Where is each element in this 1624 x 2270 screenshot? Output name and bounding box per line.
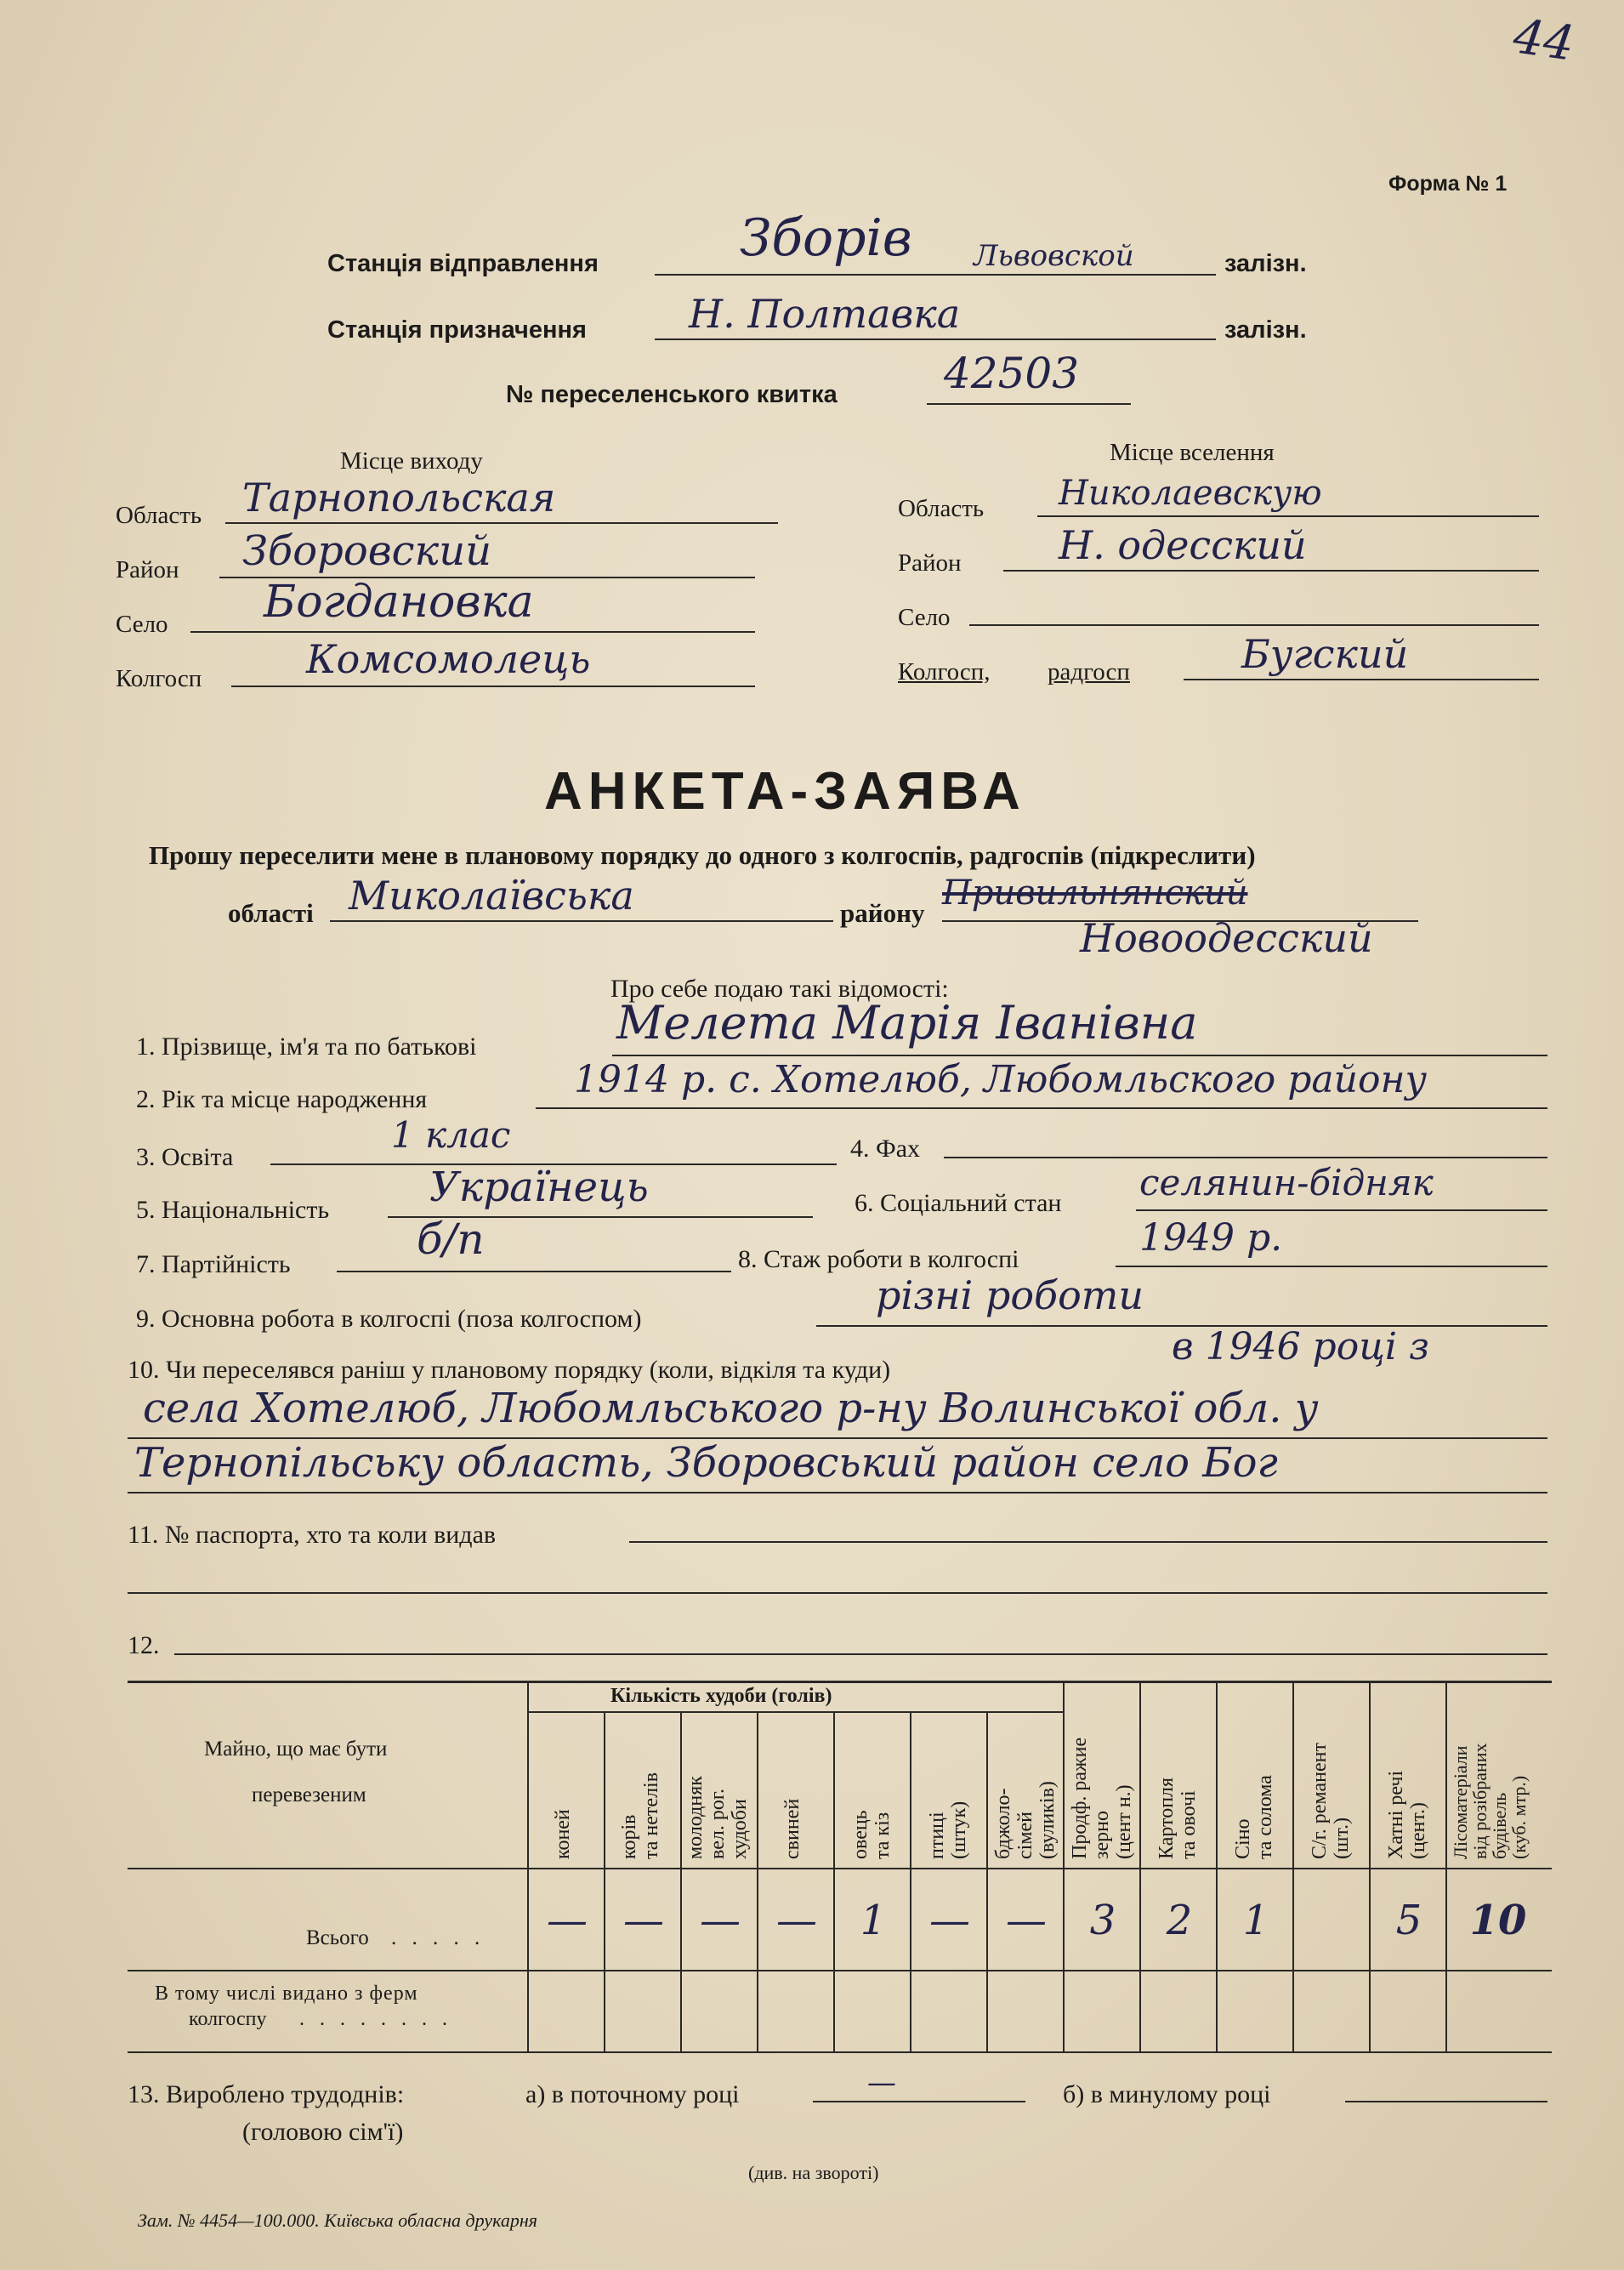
field-2-label: 2. Рік та місце народження <box>136 1085 428 1113</box>
field-11-line-2 <box>128 1592 1547 1594</box>
origin-oblast-label: Область <box>116 502 202 529</box>
total-cell-8: 3 <box>1089 1897 1116 1944</box>
see-reverse-note: (див. на звороті) <box>748 2162 879 2183</box>
field-7-line <box>337 1271 731 1272</box>
total-cell-9: 2 <box>1166 1897 1193 1944</box>
last-year-line <box>1345 2101 1547 2102</box>
table-top-border <box>128 1681 1552 1683</box>
field-4-label: 4. Фах <box>850 1135 921 1163</box>
destination-kolhosp-value: Бугский <box>1241 631 1409 677</box>
field-3-label: 3. Освіта <box>136 1143 234 1171</box>
field-10-value-2: села Хотелюб, Любомльського р-ну Волинської обл. у <box>143 1385 1319 1432</box>
destination-oblast-value: Николаевскую <box>1059 474 1322 513</box>
col-border-0 <box>527 1681 529 2051</box>
destination-raion-label: Район <box>898 549 962 577</box>
field-2-value: 1914 р. с. Хотелюб, Любомльского району <box>574 1058 1427 1101</box>
current-year-line <box>813 2101 1025 2102</box>
total-cell-5: 1 <box>860 1897 887 1944</box>
last-year-label: б) в минулому році <box>1063 2080 1271 2108</box>
field-7-label: 7. Партійність <box>136 1250 291 1278</box>
station-departure-railway: Львовской <box>974 239 1134 273</box>
destination-raion-value: Н. одесский <box>1059 522 1307 568</box>
col-border-3 <box>757 1711 758 2051</box>
total-cell-7: — <box>1006 1897 1047 1944</box>
total-cell-3: — <box>700 1897 741 1944</box>
station-departure-line <box>655 274 1216 276</box>
field-5-label: 5. Національність <box>136 1196 330 1224</box>
col-header-8: Продф. ражие зерно (цент н.) <box>1069 1737 1135 1859</box>
origin-selo-label: Село <box>116 611 168 638</box>
col-border-5 <box>910 1711 911 2051</box>
table-total-bottom <box>128 1970 1552 1971</box>
col-header-1: коней <box>552 1809 574 1859</box>
livestock-header-line <box>527 1711 1063 1713</box>
col-border-2 <box>680 1711 682 2051</box>
col-border-6 <box>986 1711 988 2051</box>
total-cell-4: — <box>776 1897 817 1944</box>
total-cell-6: — <box>929 1897 970 1944</box>
table-header-bottom <box>128 1868 1552 1869</box>
request-raion-value: Новоодесский <box>1080 915 1373 961</box>
field-13-sub: (головою сім'ї) <box>242 2118 404 2146</box>
current-year-label: а) в поточному році <box>525 2080 740 2108</box>
col-border-7 <box>1063 1681 1065 2051</box>
field-10-line-3 <box>128 1492 1547 1493</box>
field-10-value-1: в 1946 році з <box>1172 1325 1429 1368</box>
field-7-value: б/п <box>417 1215 485 1264</box>
request-oblast-label: області <box>228 898 314 928</box>
field-12-label: 12. <box>128 1631 160 1659</box>
field-10-label: 10. Чи переселявся раніш у плановому порядку (коли, відкіля та куди) <box>128 1356 891 1384</box>
total-cell-12: 5 <box>1395 1897 1422 1944</box>
field-9-value: різні роботи <box>876 1272 1144 1318</box>
destination-title: Місце вселення <box>1110 439 1275 466</box>
field-8-line <box>1116 1266 1547 1267</box>
origin-oblast-line <box>225 522 778 524</box>
farm-row-dots: . . . . . . . . <box>299 2008 452 2030</box>
station-arrival-label: Станція призначення <box>327 316 587 344</box>
col-header-11: С/г. реманент (шт.) <box>1309 1743 1353 1859</box>
field-1-label: 1. Прізвище, ім'я та по батькові <box>136 1033 477 1061</box>
railway-suffix-2: залізн. <box>1224 316 1307 344</box>
railway-suffix-1: залізн. <box>1224 250 1307 277</box>
archive-corner-mark: 44 <box>1509 9 1578 72</box>
station-arrival-value: Н. Полтавка <box>689 291 961 337</box>
property-header-line-2: перевезеним <box>252 1784 366 1806</box>
col-header-13: Лісоматеріали від розібраних будівель (куб. мтр.) <box>1450 1743 1530 1859</box>
col-border-10 <box>1292 1681 1294 2051</box>
ticket-label: № переселенського квитка <box>506 381 838 408</box>
col-header-12: Хатні речі (цент.) <box>1385 1770 1429 1859</box>
destination-raion-line <box>1003 570 1539 572</box>
request-line: Прошу переселити мене в плановому порядку до одного з колгоспів, радгоспів (підкреслити) <box>149 840 1256 870</box>
col-header-7: бджоло- сімей (вуликів) <box>992 1781 1059 1859</box>
field-4-line <box>944 1157 1547 1158</box>
origin-title: Місце виходу <box>340 447 483 475</box>
property-header-line-1: Майно, що має бути <box>204 1738 388 1761</box>
field-10-value-3: Тернопільську область, Зборовський район село Бог <box>134 1439 1278 1487</box>
field-5-value: Українець <box>429 1163 649 1211</box>
destination-kolhosp-line <box>1184 679 1539 680</box>
current-year-value: — <box>867 2066 896 2100</box>
ticket-line <box>927 403 1131 405</box>
request-oblast-line <box>330 920 833 922</box>
destination-radhosp-label: радгосп <box>1048 658 1130 686</box>
total-cell-10: 1 <box>1242 1897 1269 1944</box>
total-cell-2: — <box>623 1897 664 1944</box>
col-header-4: свиней <box>781 1798 803 1859</box>
print-info: Зам. № 4454—100.000. Київська обласна друкарня <box>138 2210 537 2231</box>
field-8-label: 8. Стаж роботи в колгоспі <box>738 1245 1019 1273</box>
col-header-6: птиці (штук) <box>926 1801 970 1859</box>
total-row-dots: . . . . . <box>391 1926 485 1949</box>
origin-kolhosp-label: Колгосп <box>116 665 202 692</box>
total-row-label: Всього <box>306 1926 369 1949</box>
destination-oblast-line <box>1037 515 1539 517</box>
field-3-value: 1 клас <box>391 1114 511 1156</box>
total-cell-1: — <box>547 1897 588 1944</box>
field-11-label: 11. № паспорта, хто та коли видав <box>128 1521 497 1549</box>
origin-kolhosp-line <box>231 686 755 687</box>
request-oblast-value: Миколаївська <box>349 873 634 919</box>
ticket-value: 42503 <box>944 349 1080 398</box>
document-title: АНКЕТА-ЗАЯВА <box>544 762 1026 821</box>
col-header-9: Картопля та овочі <box>1156 1777 1200 1859</box>
col-border-11 <box>1369 1681 1371 2051</box>
destination-selo-label: Село <box>898 604 951 631</box>
field-6-value: селянин-бідняк <box>1139 1162 1434 1203</box>
col-header-2: корів та нетелів <box>618 1772 662 1859</box>
col-header-3: молодняк вел. рог. худоби <box>684 1776 751 1859</box>
field-2-line <box>536 1107 1547 1109</box>
station-departure-value: Зборів <box>740 208 912 268</box>
about-heading: Про себе подаю такі відомості: <box>610 975 949 1003</box>
col-border-9 <box>1216 1681 1218 2051</box>
col-border-8 <box>1139 1681 1141 2051</box>
field-8-value: 1949 р. <box>1139 1216 1283 1260</box>
destination-selo-line <box>969 624 1539 626</box>
origin-selo-line <box>190 631 755 633</box>
total-cell-13: 10 <box>1469 1897 1527 1944</box>
farm-row-label-1: В тому числі видано з ферм <box>155 1983 418 2005</box>
col-border-1 <box>604 1711 605 2051</box>
field-12-line <box>174 1653 1547 1655</box>
origin-selo-value: Богдановка <box>264 577 534 628</box>
destination-oblast-label: Область <box>898 495 985 522</box>
request-raion-struck-value: Привильнянский <box>942 873 1248 913</box>
table-bottom-border <box>128 2051 1552 2053</box>
field-6-label: 6. Соціальний стан <box>855 1189 1062 1217</box>
origin-raion-label: Район <box>116 556 179 583</box>
field-6-line <box>1136 1209 1547 1211</box>
field-13-label: 13. Вироблено трудоднів: <box>128 2080 405 2108</box>
field-9-label: 9. Основна робота в колгоспі (поза колгоспом) <box>136 1305 642 1333</box>
col-border-12 <box>1445 1681 1447 2051</box>
col-border-4 <box>833 1711 835 2051</box>
farm-row-label-2: колгоспу <box>189 2008 267 2030</box>
destination-kolhosp-label: Колгосп, <box>898 658 991 686</box>
field-1-line <box>612 1055 1547 1056</box>
station-departure-label: Станція відправлення <box>327 250 599 277</box>
request-raion-label: району <box>840 898 925 928</box>
col-header-5: овець та кіз <box>849 1810 894 1859</box>
form-number-label: Форма № 1 <box>1388 172 1508 196</box>
livestock-header: Кількість худоби (голів) <box>610 1685 832 1707</box>
col-header-10: Сіно та солома <box>1232 1775 1276 1859</box>
field-11-line <box>629 1541 1547 1543</box>
origin-kolhosp-value: Комсомолець <box>306 636 591 682</box>
station-arrival-line <box>655 339 1216 340</box>
field-1-value: Мелета Марія Іванівна <box>616 996 1198 1050</box>
origin-oblast-value: Тарнопольская <box>242 475 556 521</box>
origin-raion-value: Зборовский <box>242 527 492 575</box>
